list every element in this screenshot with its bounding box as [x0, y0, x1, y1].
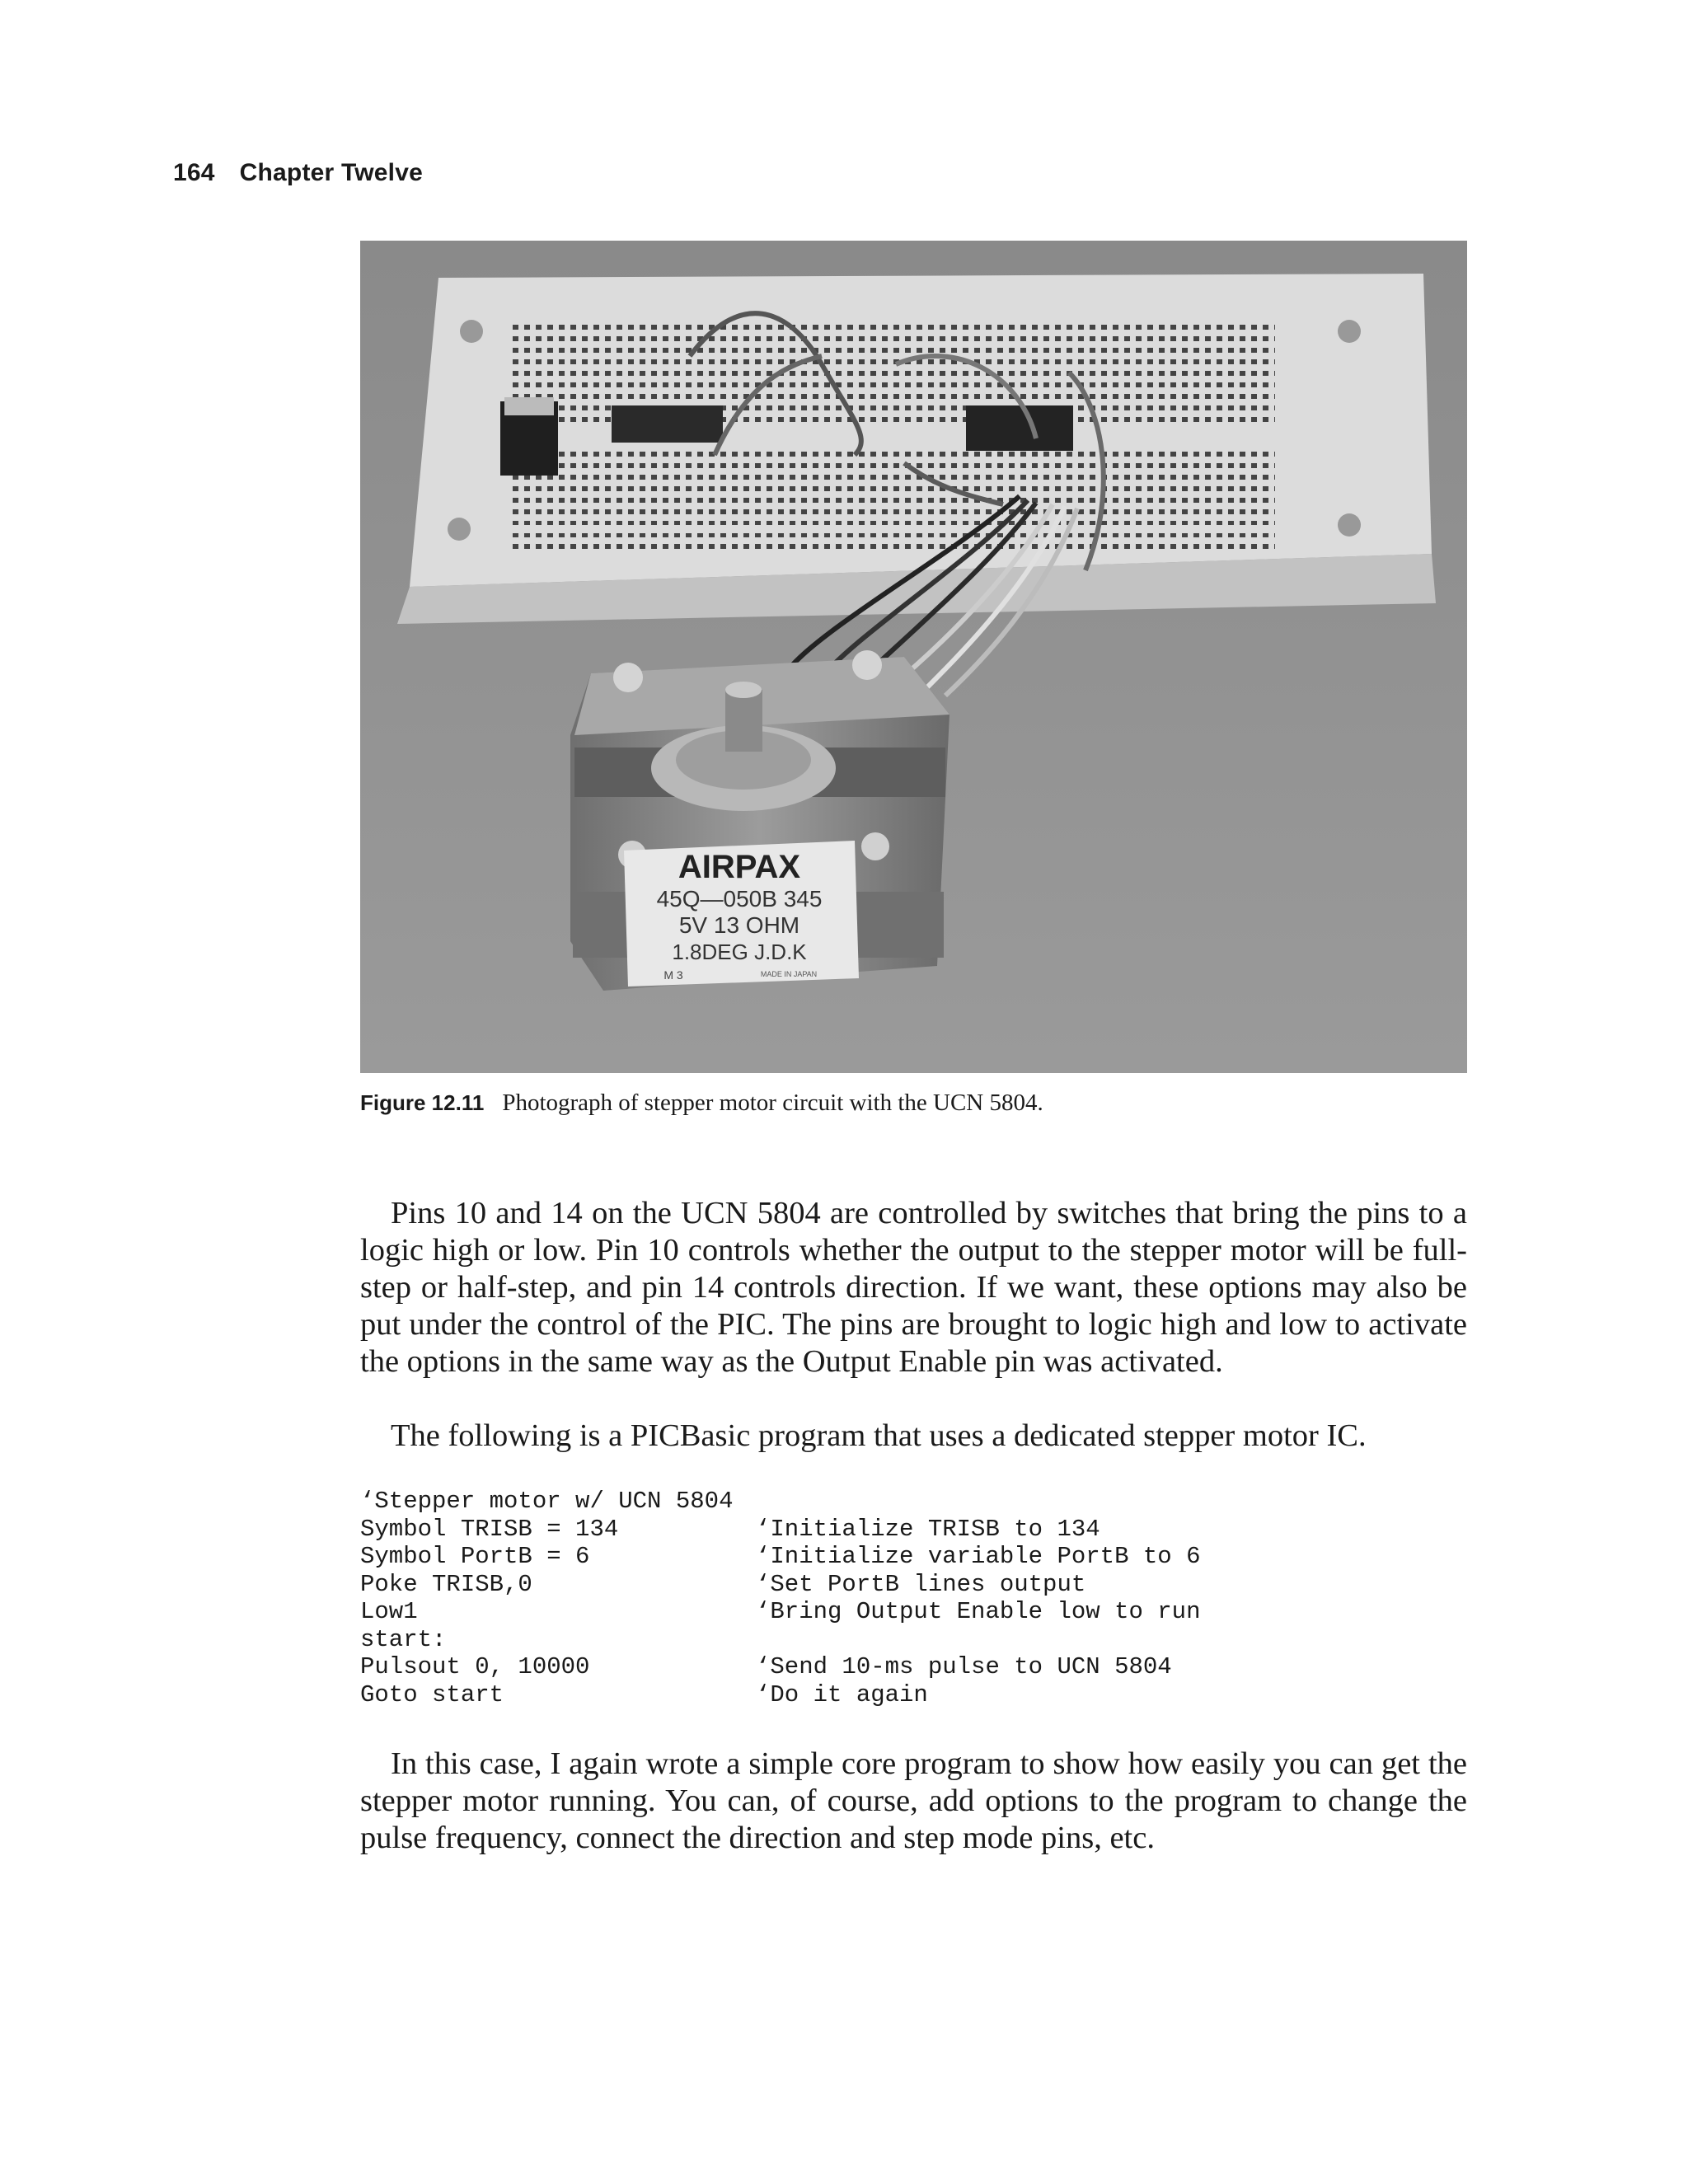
- page-number: 164: [173, 159, 215, 186]
- code-statement: Poke TRISB,0: [360, 1570, 532, 1598]
- figure-label: Figure 12.11: [360, 1090, 485, 1115]
- code-comment: ‘Send 10-ms pulse to UCN 5804: [756, 1653, 1172, 1680]
- code-comment: ‘Bring Output Enable low to run: [756, 1598, 1201, 1625]
- motor-model-text: 45Q—050B 345: [656, 886, 823, 912]
- motor-step-text: 1.8DEG J.D.K: [672, 940, 807, 964]
- figure-caption: [360, 1090, 1043, 1117]
- code-statement: Symbol PortB = 6: [360, 1543, 590, 1570]
- stepper-circuit-illustration: [360, 241, 1467, 1073]
- code-statement: Symbol TRISB = 134: [360, 1515, 619, 1543]
- code-statement: ‘Stepper motor w/ UCN 5804: [360, 1488, 734, 1515]
- code-comment: ‘Do it again: [756, 1680, 928, 1708]
- motor-origin-text: MADE IN JAPAN: [760, 970, 818, 978]
- code-statement: Low1: [360, 1598, 418, 1625]
- body-paragraph-3: In this case, I again wrote a simple core program to show how easily you can get the stepper motor running. You can, of course, add options to the program to change the pulse frequency, connect the direction and step mode pins, etc.: [360, 1746, 1467, 1855]
- figure-photo: [360, 241, 1467, 1073]
- body-paragraph-1: Pins 10 and 14 on the UCN 5804 are controlled by switches that bring the pins to a logic high or low. Pin 10 controls whether the output to the stepper motor will be full-step or half-step, and pin 14 controls direction. If we want, these options may also be put under the control of the PIC. The pins are brought to logic high and low to activate the options in the same way as the Output Enable pin was activated.: [360, 1196, 1467, 1379]
- body-paragraph-2: The following is a PICBasic program that uses a dedicated stepper motor IC.: [391, 1418, 1367, 1453]
- code-statement: Goto start: [360, 1680, 504, 1708]
- code-comment: ‘Set PortB lines output: [756, 1570, 1086, 1598]
- running-header: [173, 159, 423, 187]
- code-comment: ‘Initialize TRISB to 134: [756, 1515, 1100, 1543]
- code-statement: Pulsout 0, 10000: [360, 1653, 590, 1680]
- code-comment: ‘Initialize variable PortB to 6: [756, 1543, 1201, 1570]
- motor-brand-text: AIRPAX: [678, 849, 801, 885]
- code-statement: start:: [360, 1625, 447, 1653]
- motor-rating-text: 5V 13 OHM: [678, 912, 800, 938]
- figure-caption-text: Photograph of stepper motor circuit with the UCN 5804.: [502, 1090, 1043, 1116]
- motor-code-text: M 3: [663, 968, 683, 982]
- chapter-title: Chapter Twelve: [239, 159, 423, 186]
